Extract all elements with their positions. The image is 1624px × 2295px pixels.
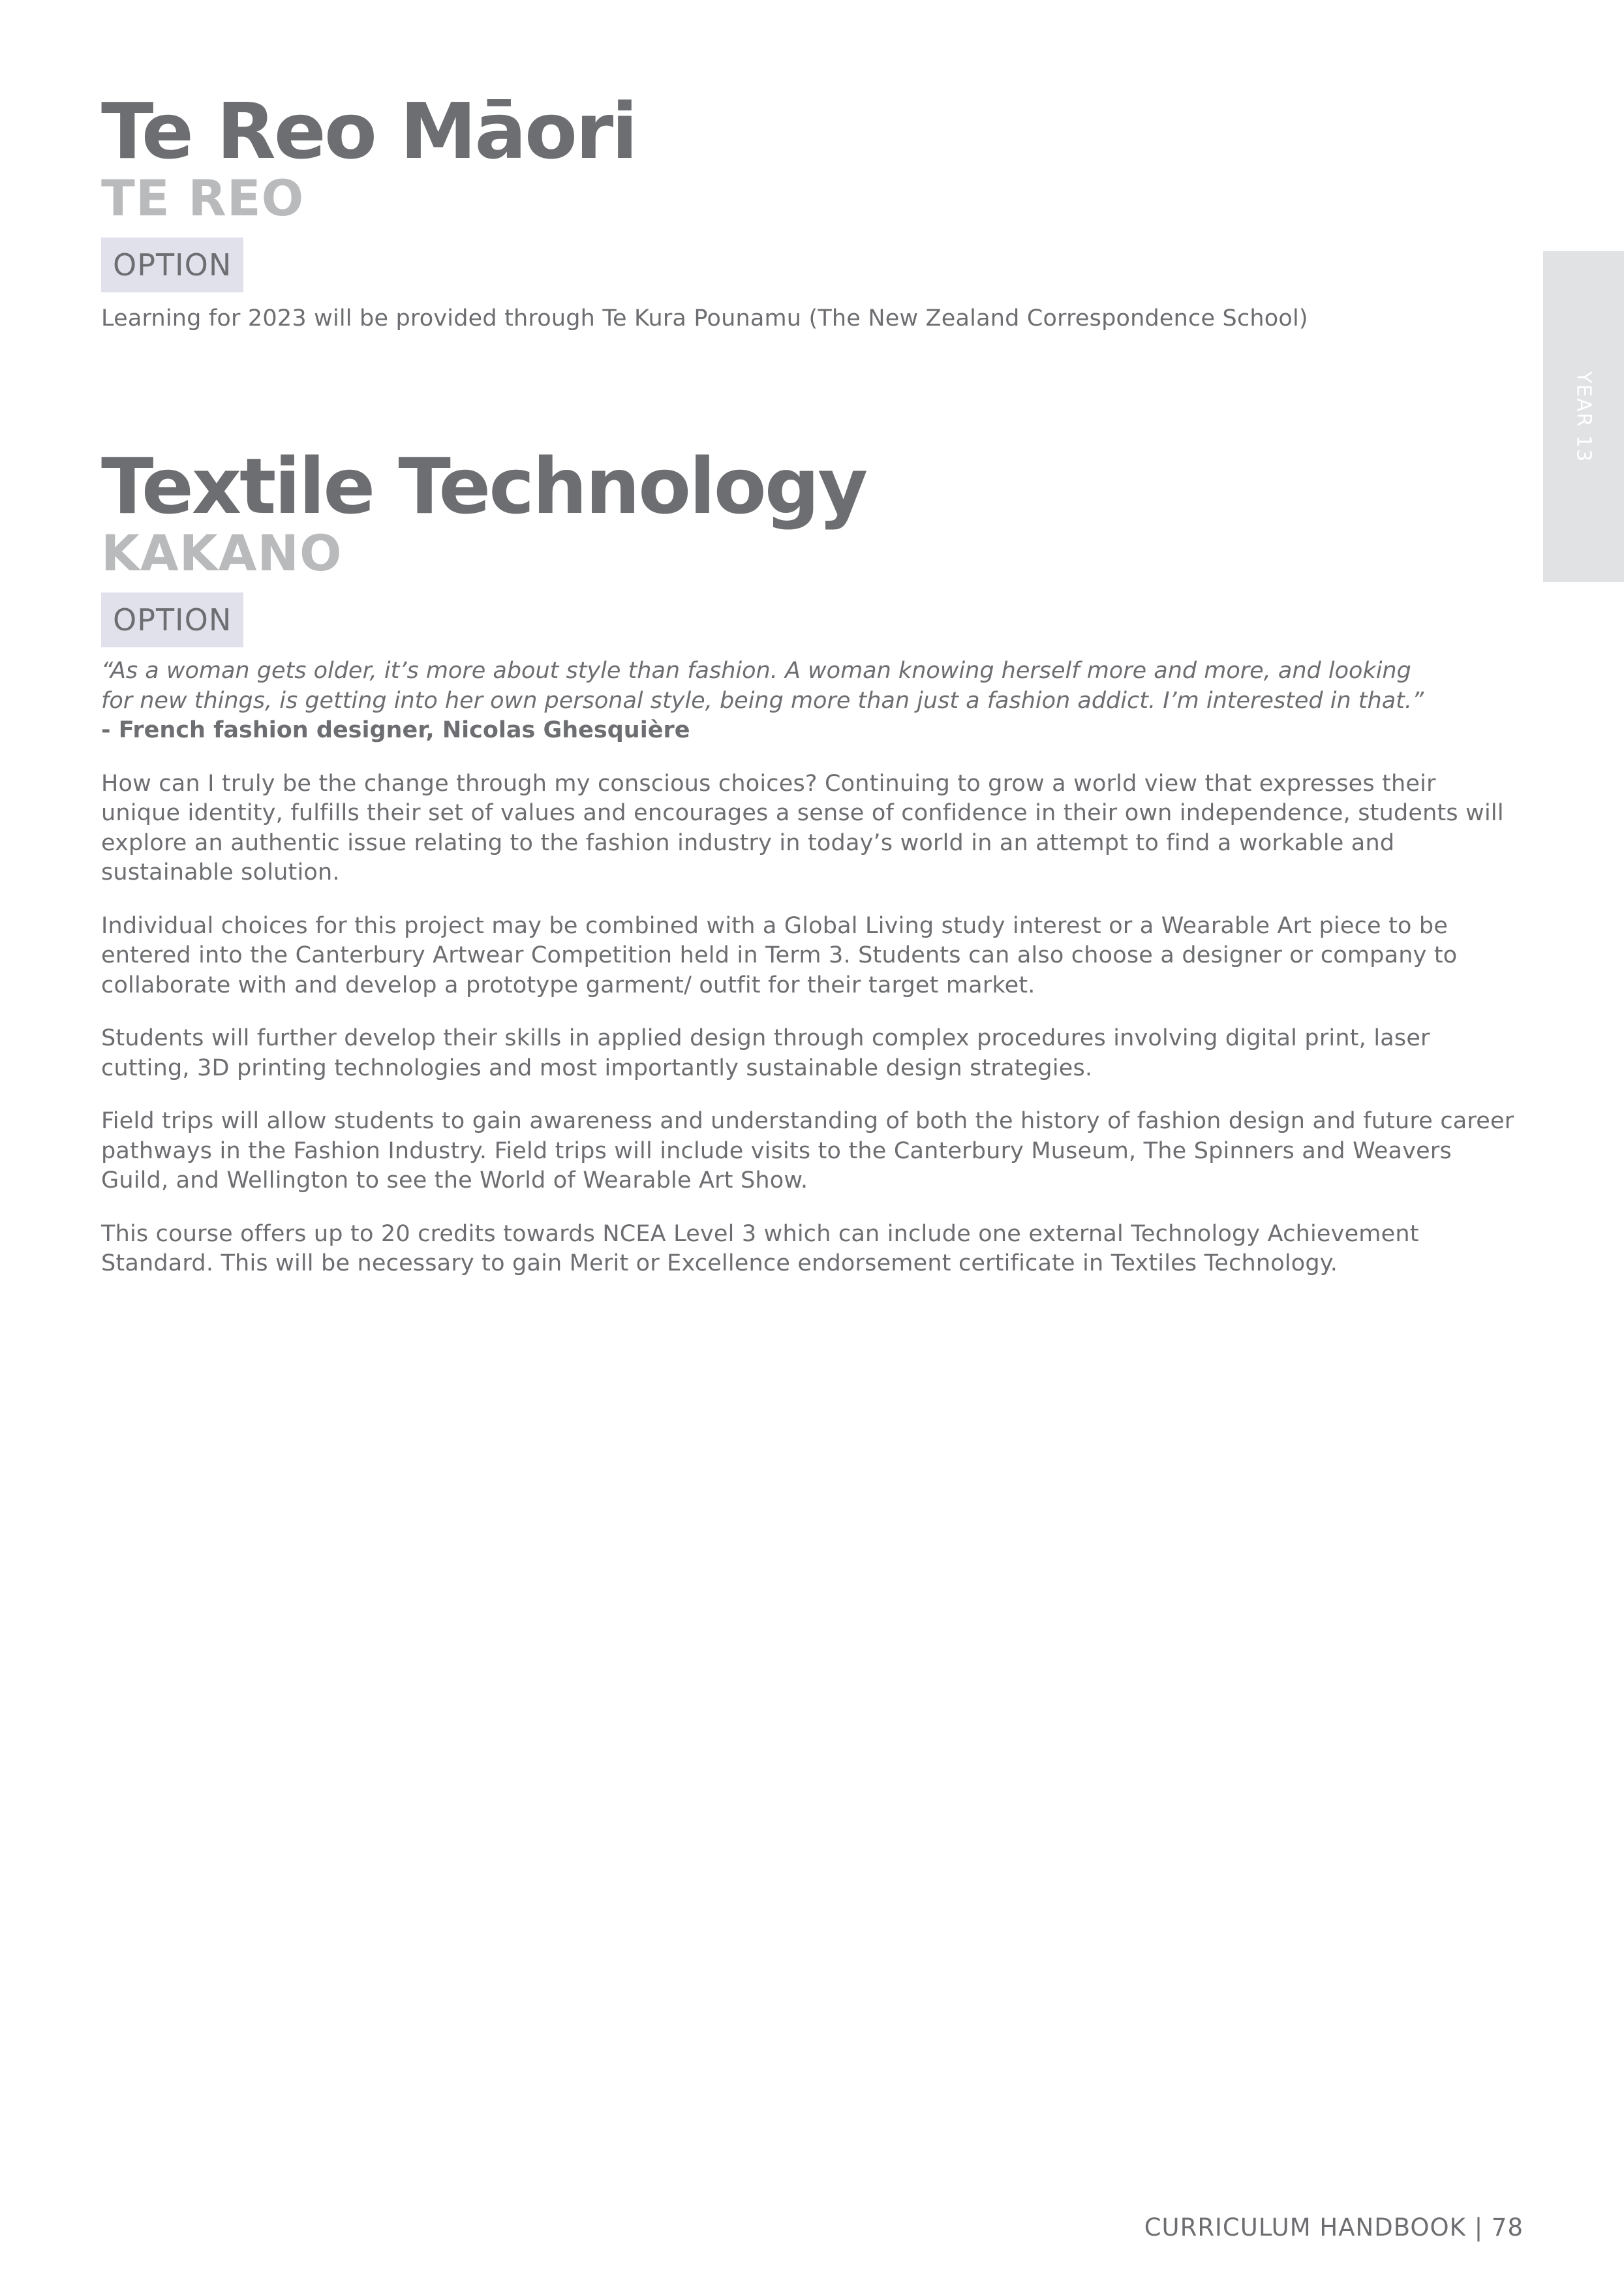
body-paragraph: Students will further develop their skills in applied design through complex procedures involving digital print, laser cutting, 3D printing technologies and most importantly sustainable design strategies. — [101, 1025, 1430, 1081]
body-paragraph: This course offers up to 20 credits towards NCEA Level 3 which can include one external Technology Achievement Standard. This will be necessary to gain Merit or Excellence endorsement certificate in Textiles Technology. — [101, 1220, 1419, 1276]
quote-line: “As a woman gets older, it’s more about style than fashion. A woman knowing herself more and more, and looking — [101, 658, 1411, 684]
quote-line: for new things, is getting into her own personal style, being more than just a fashion addict. I’m interested in that.” — [101, 687, 1424, 714]
section-textile-technology — [101, 441, 1517, 1302]
quote-block — [101, 656, 1517, 746]
section-description: Learning for 2023 will be provided through Te Kura Pounamu (The New Zealand Correspondence School) — [101, 305, 1308, 331]
section-te-reo-maori — [101, 86, 1517, 334]
year-label: YEAR 13 — [1572, 371, 1595, 463]
year-side-tab — [1543, 251, 1624, 582]
section-title: Te Reo Māori — [101, 86, 636, 176]
body-paragraph: How can I truly be the change through my conscious choices? Continuing to grow a world view that expresses their unique identity, fulfills their set of values and encourages a sense of confidence in their own independence, students will explore an authentic issue relating to the fashion industry in today’s world in an attempt to find a workable and sustainable solution. — [101, 770, 1504, 886]
option-badge: OPTION — [101, 593, 243, 647]
body-paragraph: Individual choices for this project may be combined with a Global Living study interest or a Wearable Art piece to be entered into the Canterbury Artwear Competition held in Term 3. Students can also choose a designer or company to collaborate with and develop a prototype garment/ outfit for their target market. — [101, 912, 1458, 998]
section-subtitle: KAKANO — [101, 524, 343, 582]
page-footer: CURRICULUM HANDBOOK | 78 — [1144, 2213, 1524, 2241]
section-title: Textile Technology — [101, 441, 866, 531]
section-subtitle: TE REO — [101, 169, 305, 227]
option-badge: OPTION — [101, 238, 243, 292]
quote-attribution: - French fashion designer, Nicolas Ghesquière — [101, 717, 690, 743]
body-paragraph: Field trips will allow students to gain awareness and understanding of both the history of fashion design and future career pathways in the Fashion Industry. Field trips will include visits to the Canterbury Museum, The Spinners and Weavers Guild, and Wellington to see the World of Wearable Art Show. — [101, 1108, 1514, 1194]
